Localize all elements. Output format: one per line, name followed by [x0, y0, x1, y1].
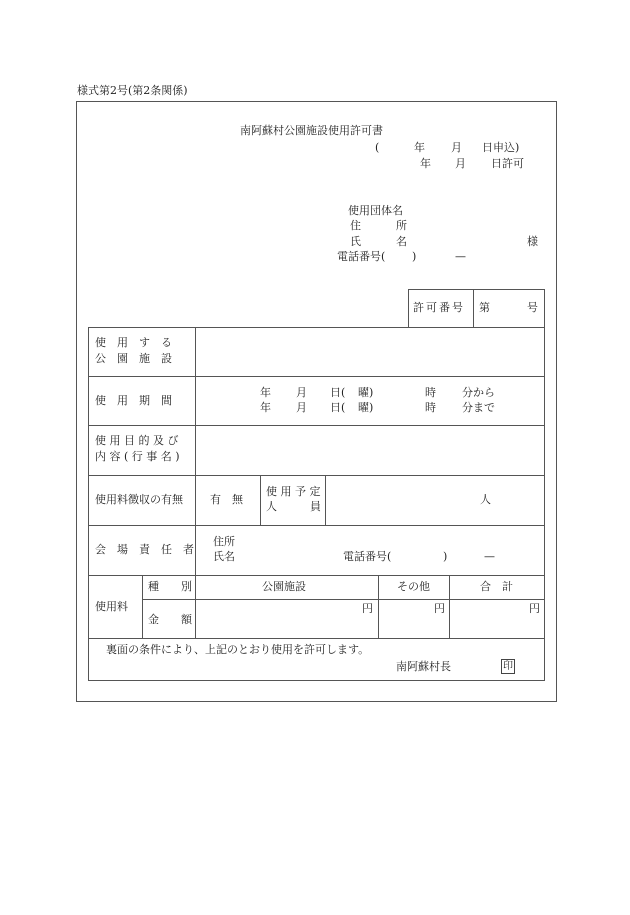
- period-start-day: 日(: [330, 386, 346, 399]
- purpose-label-2: 内 容 ( 行 事 名 ): [95, 450, 180, 463]
- period-end-month: 月: [296, 401, 307, 414]
- permit-date-month: 月: [455, 157, 466, 170]
- phone-label: 電話番号(: [337, 250, 386, 263]
- divider: [88, 575, 545, 576]
- period-start-year: 年: [260, 386, 271, 399]
- seal-mark: 印: [503, 661, 513, 672]
- venue-manager-label: 会 場 責 任 者: [95, 543, 194, 556]
- divider: [260, 475, 261, 525]
- venue-phone-label: 電話番号(: [343, 550, 392, 563]
- divider: [88, 376, 545, 377]
- divider: [142, 599, 545, 600]
- fee-other-currency: 円: [434, 602, 445, 615]
- period-end-day: 日(: [330, 401, 346, 414]
- honorific: 様: [527, 235, 538, 248]
- divider: [325, 475, 326, 525]
- application-date-month: 月: [451, 141, 462, 154]
- divider: [449, 575, 450, 638]
- application-date-open: (: [375, 141, 380, 154]
- purpose-field[interactable]: [196, 426, 544, 474]
- purpose-label-1: 使 用 目 的 及 び: [95, 434, 179, 447]
- period-start-hour: 時: [425, 386, 436, 399]
- permit-date-day: 日許可: [491, 157, 524, 170]
- fee-column-park: 公園施設: [262, 580, 306, 593]
- permit-statement: 裏面の条件により、上記のとおり使用を許可します。: [106, 643, 370, 656]
- fee-type-label: 種 別: [148, 580, 192, 593]
- application-date-year: 年: [414, 141, 425, 154]
- permit-date-year: 年: [420, 157, 431, 170]
- fee-collection-options[interactable]: 有 無: [210, 493, 243, 506]
- divider: [378, 575, 379, 638]
- divider: [88, 525, 545, 526]
- venue-address-label: 住所: [213, 535, 235, 548]
- address-label-1: 住: [350, 219, 361, 232]
- period-start-weekday: 曜): [358, 386, 374, 399]
- phone-dash: —: [455, 250, 466, 263]
- group-name-label: 使用団体名: [348, 204, 403, 217]
- name-label-1: 氏: [350, 235, 361, 248]
- permit-number-prefix: 第: [479, 301, 490, 314]
- facility-label-1: 使 用 す る: [95, 336, 172, 349]
- phone-close: ): [412, 250, 417, 263]
- divider: [88, 638, 545, 639]
- divider: [88, 475, 545, 476]
- fee-total-currency: 円: [529, 602, 540, 615]
- period-end-hour: 時: [425, 401, 436, 414]
- permit-number-suffix: 号: [527, 301, 538, 314]
- signer: 南阿蘇村長: [396, 660, 451, 673]
- name-label-2: 名: [396, 235, 407, 248]
- attendees-label-2: 人 員: [266, 500, 321, 513]
- divider: [473, 289, 474, 328]
- fee-amount-label: 金 額: [148, 613, 192, 626]
- fee-column-other: その他: [397, 580, 430, 593]
- fee-column-total: 合 計: [480, 580, 513, 593]
- period-start-minute: 分から: [462, 386, 495, 399]
- form-number: 様式第2号(第2条関係): [77, 84, 188, 97]
- fee-park-currency: 円: [362, 602, 373, 615]
- address-label-2: 所: [396, 219, 407, 232]
- period-label: 使 用 期 間: [95, 394, 172, 407]
- venue-phone-dash: —: [484, 550, 495, 563]
- divider: [142, 575, 143, 638]
- facility-field[interactable]: [196, 328, 544, 376]
- venue-phone-close: ): [443, 550, 448, 563]
- period-end-minute: 分まで: [462, 401, 495, 414]
- period-end-year: 年: [260, 401, 271, 414]
- form-title: 南阿蘇村公園施設使用許可書: [240, 124, 383, 137]
- permit-number-label: 許可番号: [413, 301, 465, 314]
- period-start-month: 月: [296, 386, 307, 399]
- application-date-day: 日申込): [482, 141, 520, 154]
- attendees-label-1: 使 用 予 定: [266, 485, 321, 498]
- fee-label: 使用料: [95, 600, 128, 613]
- fee-collection-label: 使用料徴収の有無: [95, 493, 183, 506]
- venue-name-label: 氏名: [213, 550, 235, 563]
- attendees-unit: 人: [480, 493, 491, 506]
- facility-label-2: 公 園 施 設: [95, 352, 172, 365]
- period-end-weekday: 曜): [358, 401, 374, 414]
